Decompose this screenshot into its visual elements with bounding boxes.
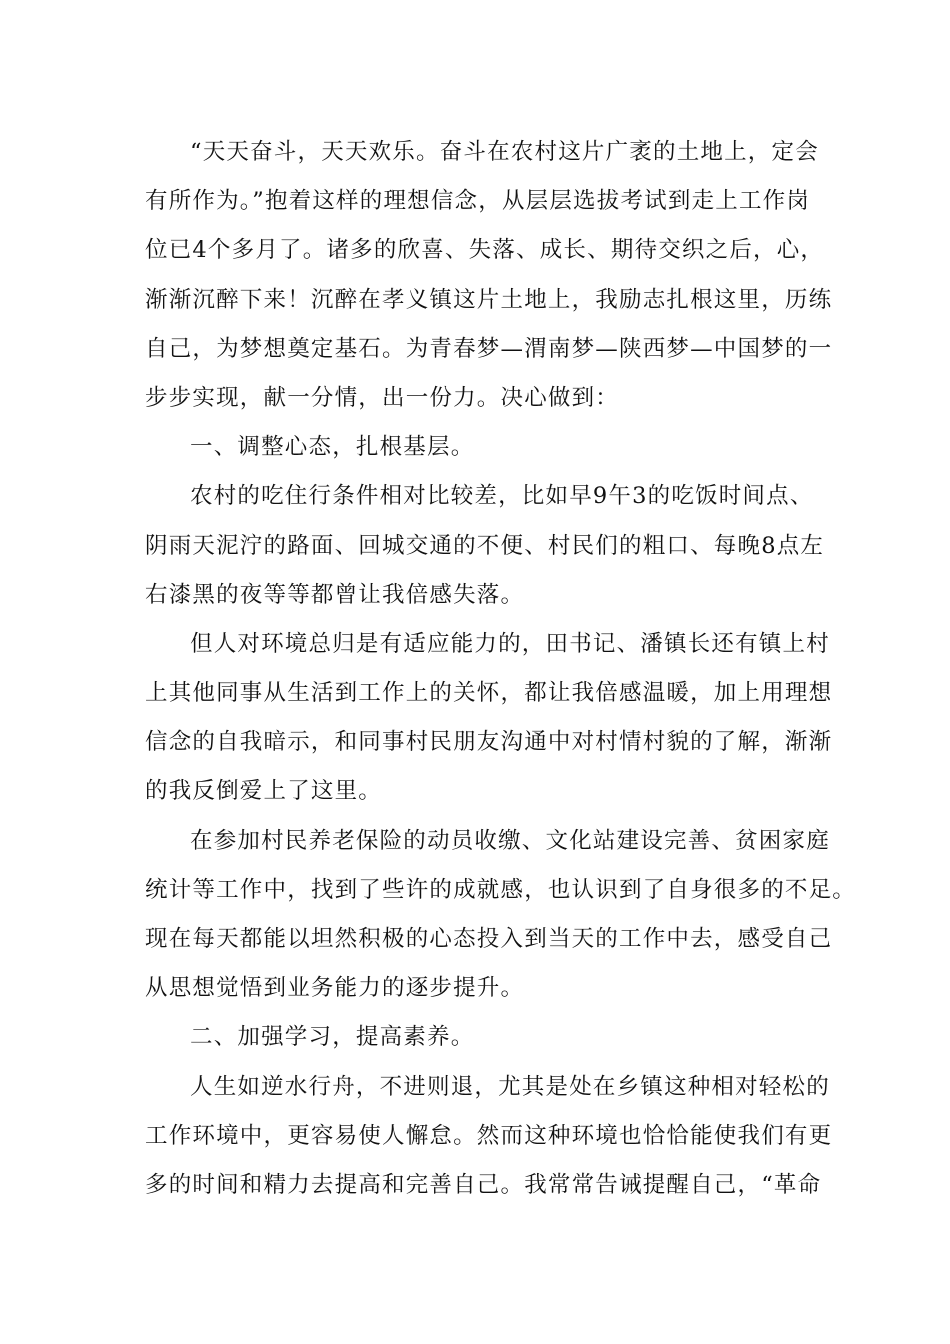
text-line: 上其他同事从生活到工作上的关怀，都让我倍感温暖，加上用理想 bbox=[145, 680, 833, 707]
text-line: 从思想觉悟到业务能力的逐步提升。 bbox=[145, 975, 525, 1002]
text-line: 阴雨天泥泞的路面、回城交通的不便、村民们的粗口、每晚8点左 bbox=[145, 532, 825, 559]
text-line: 有所作为。”抱着这样的理想信念，从层层选拔考试到走上工作岗 bbox=[145, 188, 811, 215]
text-line: 步步实现，献一分情，出一份力。决心做到： bbox=[145, 384, 620, 411]
text-line: 位已4个多月了。诸多的欣喜、失落、成长、期待交织之后，心， bbox=[145, 237, 825, 264]
text-line: 信念的自我暗示，和同事村民朋友沟通中对村情村貌的了解，渐渐 bbox=[145, 729, 833, 756]
section-heading: 一、调整心态，扎根基层。 bbox=[190, 434, 475, 461]
text-line: 渐渐沉醉下来！沉醉在孝义镇这片土地上，我励志扎根这里，历练 bbox=[145, 286, 833, 313]
text-line: 人生如逆水行舟，不进则退，尤其是处在乡镇这种相对轻松的 bbox=[190, 1073, 830, 1100]
text-line: 右漆黑的夜等等都曾让我倍感失落。 bbox=[145, 581, 525, 608]
text-line: 但人对环境总归是有适应能力的，田书记、潘镇长还有镇上村 bbox=[190, 630, 830, 657]
text-line: 工作环境中，更容易使人懈怠。然而这种环境也恰恰能使我们有更 bbox=[145, 1122, 833, 1149]
text-line: “天天奋斗，天天欢乐。奋斗在农村这片广袤的土地上，定会 bbox=[190, 139, 819, 165]
text-line: 在参加村民养老保险的动员收缴、文化站建设完善、贫困家庭 bbox=[190, 827, 830, 854]
text-line: 农村的吃住行条件相对比较差，比如早9午3的吃饭时间点、 bbox=[190, 483, 814, 510]
text-line: 统计等工作中，找到了些许的成就感，也认识到了自身很多的不足。 bbox=[145, 876, 857, 903]
text-line: 自己，为梦想奠定基石。为青春梦—渭南梦—陕西梦—中国梦的一 bbox=[145, 335, 833, 362]
text-line: 多的时间和精力去提高和完善自己。我常常告诫提醒自己，“革命 bbox=[145, 1171, 822, 1198]
document-body bbox=[145, 128, 857, 1210]
text-line: 的我反倒爱上了这里。 bbox=[145, 778, 383, 805]
section-heading: 二、加强学习，提高素养。 bbox=[190, 1024, 475, 1051]
text-line: 现在每天都能以坦然积极的心态投入到当天的工作中去，感受自己 bbox=[145, 926, 833, 952]
